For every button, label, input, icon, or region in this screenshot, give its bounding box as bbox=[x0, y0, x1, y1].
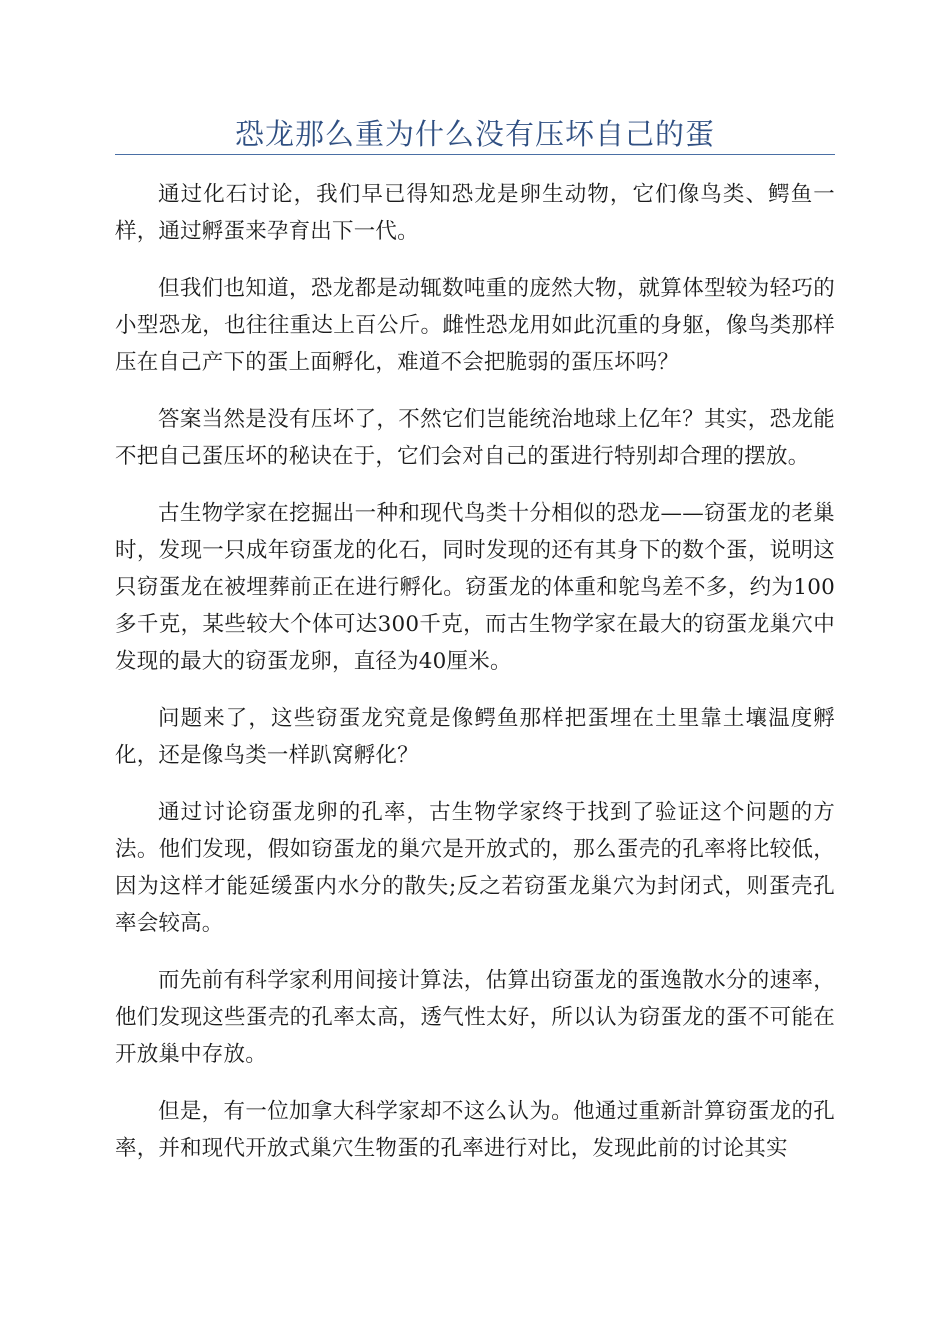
paragraph-4: 古生物学家在挖掘出一种和现代鸟类十分相似的恐龙——窃蛋龙的老巢时，发现一只成年窃蛋龙的化石，同时发现的还有其身下的数个蛋，说明这只窃蛋龙在被埋葬前正在进行孵化。窃蛋龙的体重和鸵鸟差不多，约为100多千克，某些较大个体可达300千克，而古生物学家在最大的窃蛋龙巢穴中发现的最大的窃蛋龙卵，直径为40厘米。 bbox=[115, 501, 835, 674]
paragraph-6: 通过讨论窃蛋龙卵的孔率，古生物学家终于找到了验证这个问题的方法。他们发现，假如窃蛋龙的巢穴是开放式的，那么蛋壳的孔率将比较低，因为这样才能延缓蛋内水分的散失;反之若窃蛋龙巢穴为封闭式，则蛋壳孔率会较高。 bbox=[115, 800, 835, 936]
document-body bbox=[115, 176, 835, 1187]
title-underline bbox=[115, 154, 835, 155]
paragraph-1: 通过化石讨论，我们早已得知恐龙是卵生动物，它们像鸟类、鳄鱼一样，通过孵蛋来孕育出下一代。 bbox=[115, 182, 835, 244]
paragraph-8: 但是，有一位加拿大科学家却不这么认为。他通过重新計算窃蛋龙的孔率，并和现代开放式巢穴生物蛋的孔率进行对比，发现此前的讨论其实 bbox=[115, 1099, 835, 1161]
paragraph-3: 答案当然是没有压坏了，不然它们岂能统治地球上亿年？其实，恐龙能不把自己蛋压坏的秘诀在于，它们会对自己的蛋进行特别却合理的摆放。 bbox=[115, 407, 835, 469]
paragraph-7: 而先前有科学家利用间接计算法，估算出窃蛋龙的蛋逸散水分的速率，他们发现这些蛋壳的孔率太高，透气性太好，所以认为窃蛋龙的蛋不可能在开放巢中存放。 bbox=[115, 968, 835, 1067]
paragraph-2: 但我们也知道，恐龙都是动辄数吨重的庞然大物，就算体型较为轻巧的小型恐龙，也往往重达上百公斤。雌性恐龙用如此沉重的身躯，像鸟类那样压在自己产下的蛋上面孵化，难道不会把脆弱的蛋压坏吗？ bbox=[115, 276, 835, 375]
title-block bbox=[115, 112, 835, 156]
document-title: 恐龙那么重为什么没有压坏自己的蛋 bbox=[234, 117, 715, 151]
paragraph-5: 问题来了，这些窃蛋龙究竟是像鳄鱼那样把蛋埋在土里靠土壤温度孵化，还是像鸟类一样趴窝孵化？ bbox=[115, 706, 835, 768]
